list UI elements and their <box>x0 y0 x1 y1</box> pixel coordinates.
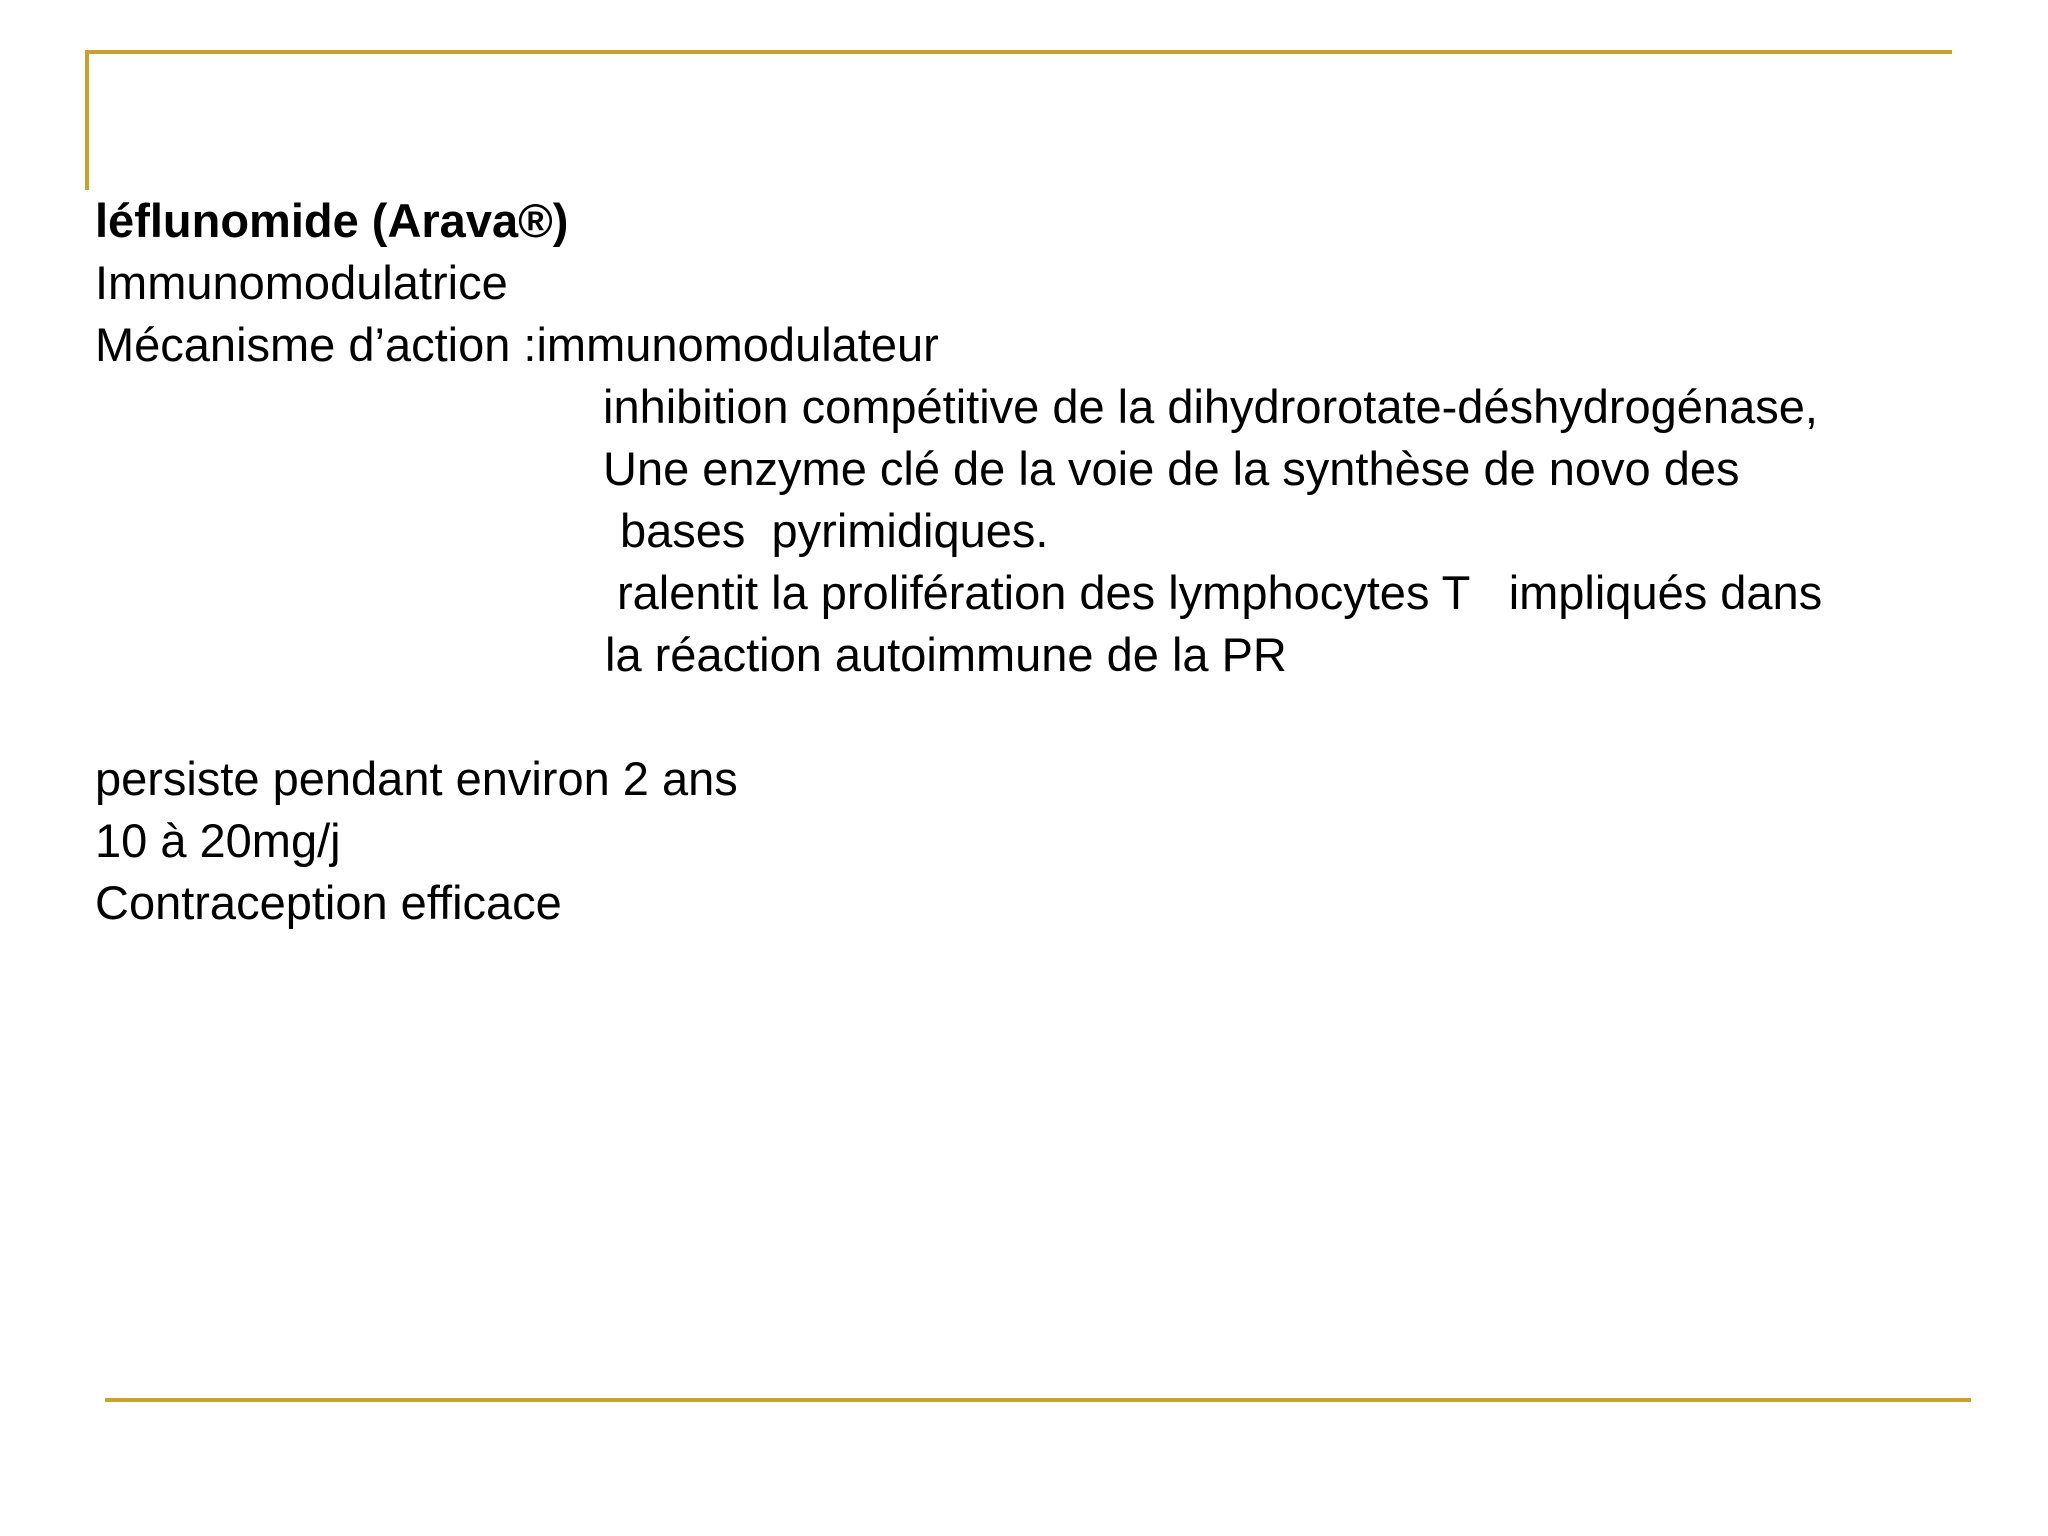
mechanism-line-5: la réaction autoimmune de la PR <box>605 628 1287 681</box>
slide-content <box>95 190 1995 934</box>
slide-title: léflunomide (Arava®) <box>95 194 569 247</box>
text-line-dosage: 10 à 20mg/j <box>95 814 341 867</box>
mechanism-line-2: Une enzyme clé de la voie de la synthèse de novo des <box>603 442 1740 495</box>
text-line-contraception: Contraception efficace <box>95 876 562 929</box>
mechanism-line-3: bases pyrimidiques. <box>620 504 1049 557</box>
bottom-divider <box>105 1398 1971 1402</box>
text-line-duration: persiste pendant environ 2 ans <box>95 752 738 805</box>
text-line-category: Immunomodulatrice <box>95 256 508 309</box>
mechanism-line-4: ralentit la prolifération des lymphocytes T impliqués dans <box>617 566 1823 619</box>
blank-line <box>95 686 1995 748</box>
left-divider <box>85 50 89 190</box>
mechanism-line-1: inhibition compétitive de la dihydrorotate-déshydrogénase, <box>603 380 1818 433</box>
text-line-mechanism: Mécanisme d’action :immunomodulateur <box>95 318 939 371</box>
top-divider <box>85 50 1952 54</box>
